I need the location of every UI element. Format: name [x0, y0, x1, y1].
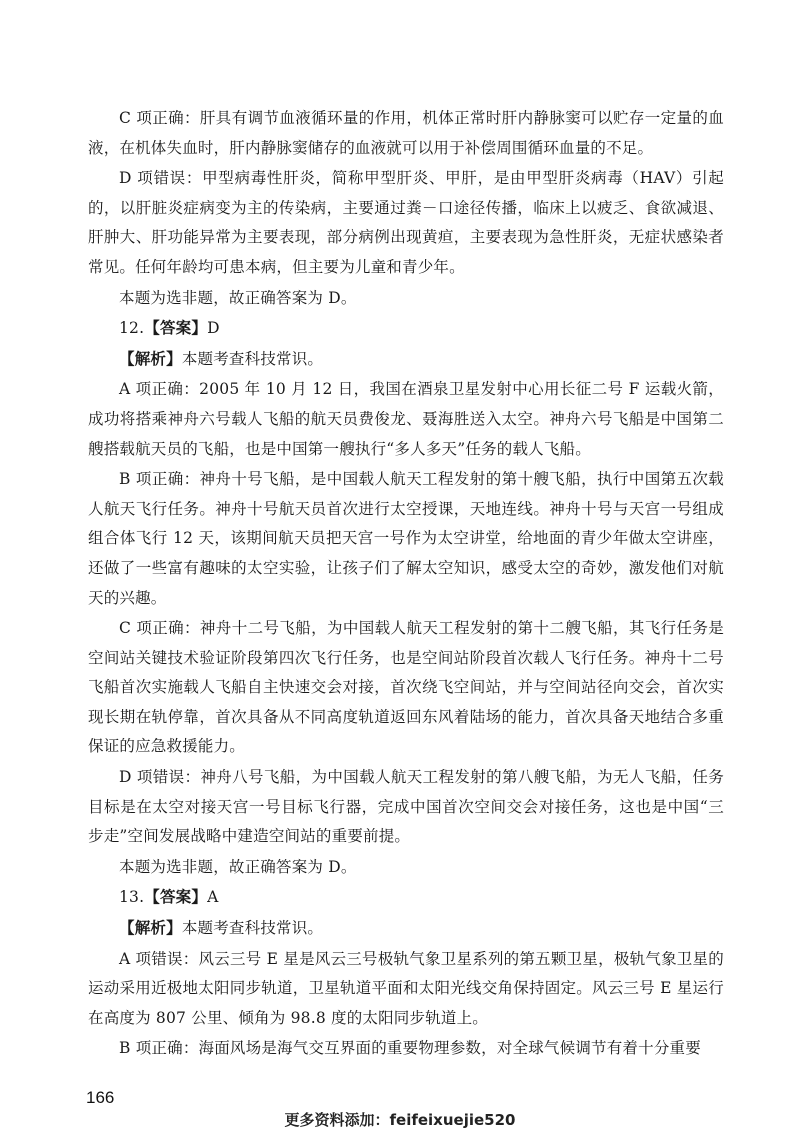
body-text	[88, 104, 724, 1065]
analysis-label: 【解析】	[119, 919, 182, 938]
answer-value: A	[207, 888, 219, 907]
footer-note: 更多资料添加：feifeixuejie520	[284, 1111, 516, 1129]
paragraph-c-liver: C 项正确：肝具有调节血液循环量的作用，机体正常时肝内静脉窦可以贮存一定量的血液，在机体失血时，肝内静脉窦储存的血液就可以用于补偿周围循环血量的不足。	[88, 109, 724, 157]
answer-label: 【答案】	[144, 319, 208, 338]
analysis-label: 【解析】	[119, 349, 182, 368]
analysis-13	[88, 914, 724, 944]
analysis-text: 本题考查科技常识。	[181, 349, 324, 368]
paragraph-b-shenzhou10: B 项正确：神舟十号飞船，是中国载人航天工程发射的第十艘飞船，执行中国第五次载人航天飞行任务。神舟十号航天员首次进行太空授课，天地连线。神舟十号与天宫一号组成组合体飞行 12 天，该期间航天员把天宫一号作为太空讲堂，给地面的青少年做太空讲座，还做了一些富有趣味的太空实验，让孩子们了解太空知识，感受太空的奇妙，激发他们对航天的兴趣。	[88, 470, 724, 607]
analysis-text: 本题考查科技常识。	[181, 919, 324, 938]
paragraph-b-sea-wind: B 项正确：海面风场是海气交互界面的重要物理参数，对全球气候调节有着十分重要	[119, 1039, 701, 1058]
page-number: 166	[86, 1088, 115, 1107]
paragraph-conclusion-11: 本题为选非题，故正确答案为 D。	[119, 288, 357, 307]
paragraph-d-shenzhou8: D 项错误：神舟八号飞船，为中国载人航天工程发射的第八艘飞船，为无人飞船，任务目标是在太空对接天宫一号目标飞行器，完成中国首次空间交会对接任务，这也是中国“三步走”空间发展战略中建造空间站的重要前提。	[88, 768, 724, 846]
answer-12	[88, 314, 724, 344]
paragraph-a-shenzhou6: A 项正确：2005 年 10 月 12 日，我国在酒泉卫星发射中心用长征二号 F 运载火箭，成功将搭乘神舟六号载人飞船的航天员费俊龙、聂海胜送入太空。神舟六号飞船是中国第二艘搭载航天员的飞船，也是中国第一艘执行“多人多天”任务的载人飞船。	[88, 380, 724, 458]
answer-13	[88, 883, 724, 913]
answer-label: 【答案】	[144, 888, 208, 907]
question-number: 13.	[119, 888, 145, 907]
paragraph-c-shenzhou12: C 项正确：神舟十二号飞船，为中国载人航天工程发射的第十二艘飞船，其飞行任务是空间站关键技术验证阶段第四次飞行任务，也是空间站阶段首次载人飞行任务。神舟十二号飞船首次实施载人飞船自主快速交会对接，首次绕飞空间站，并与空间站径向交会，首次实现长期在轨停靠，首次具备从不同高度轨道返回东风着陆场的能力，首次具备天地结合多重保证的应急救援能力。	[88, 619, 724, 756]
question-number: 12.	[119, 319, 145, 338]
paragraph-a-fengyun3e: A 项错误：风云三号 E 星是风云三号极轨气象卫星系列的第五颗卫星，极轨气象卫星的运动采用近极地太阳同步轨道，卫星轨道平面和太阳光线交角保持固定。风云三号 E 星运行在高度为 807 公里、倾角为 98.8 度的太阳同步轨道上。	[88, 949, 724, 1027]
paragraph-d-hepatitis: D 项错误：甲型病毒性肝炎，简称甲型肝炎、甲肝，是由甲型肝炎病毒（HAV）引起的，以肝脏炎症病变为主的传染病，主要通过粪－口途径传播，临床上以疲乏、食欲减退、肝肿大、肝功能异常为主要表现，部分病例出现黄疸，主要表现为急性肝炎，无症状感染者常见。任何年龄均可患本病，但主要为儿童和青少年。	[88, 169, 724, 276]
paragraph-conclusion-12: 本题为选非题，故正确答案为 D。	[119, 857, 357, 876]
analysis-12	[88, 345, 724, 375]
answer-value: D	[207, 319, 220, 338]
